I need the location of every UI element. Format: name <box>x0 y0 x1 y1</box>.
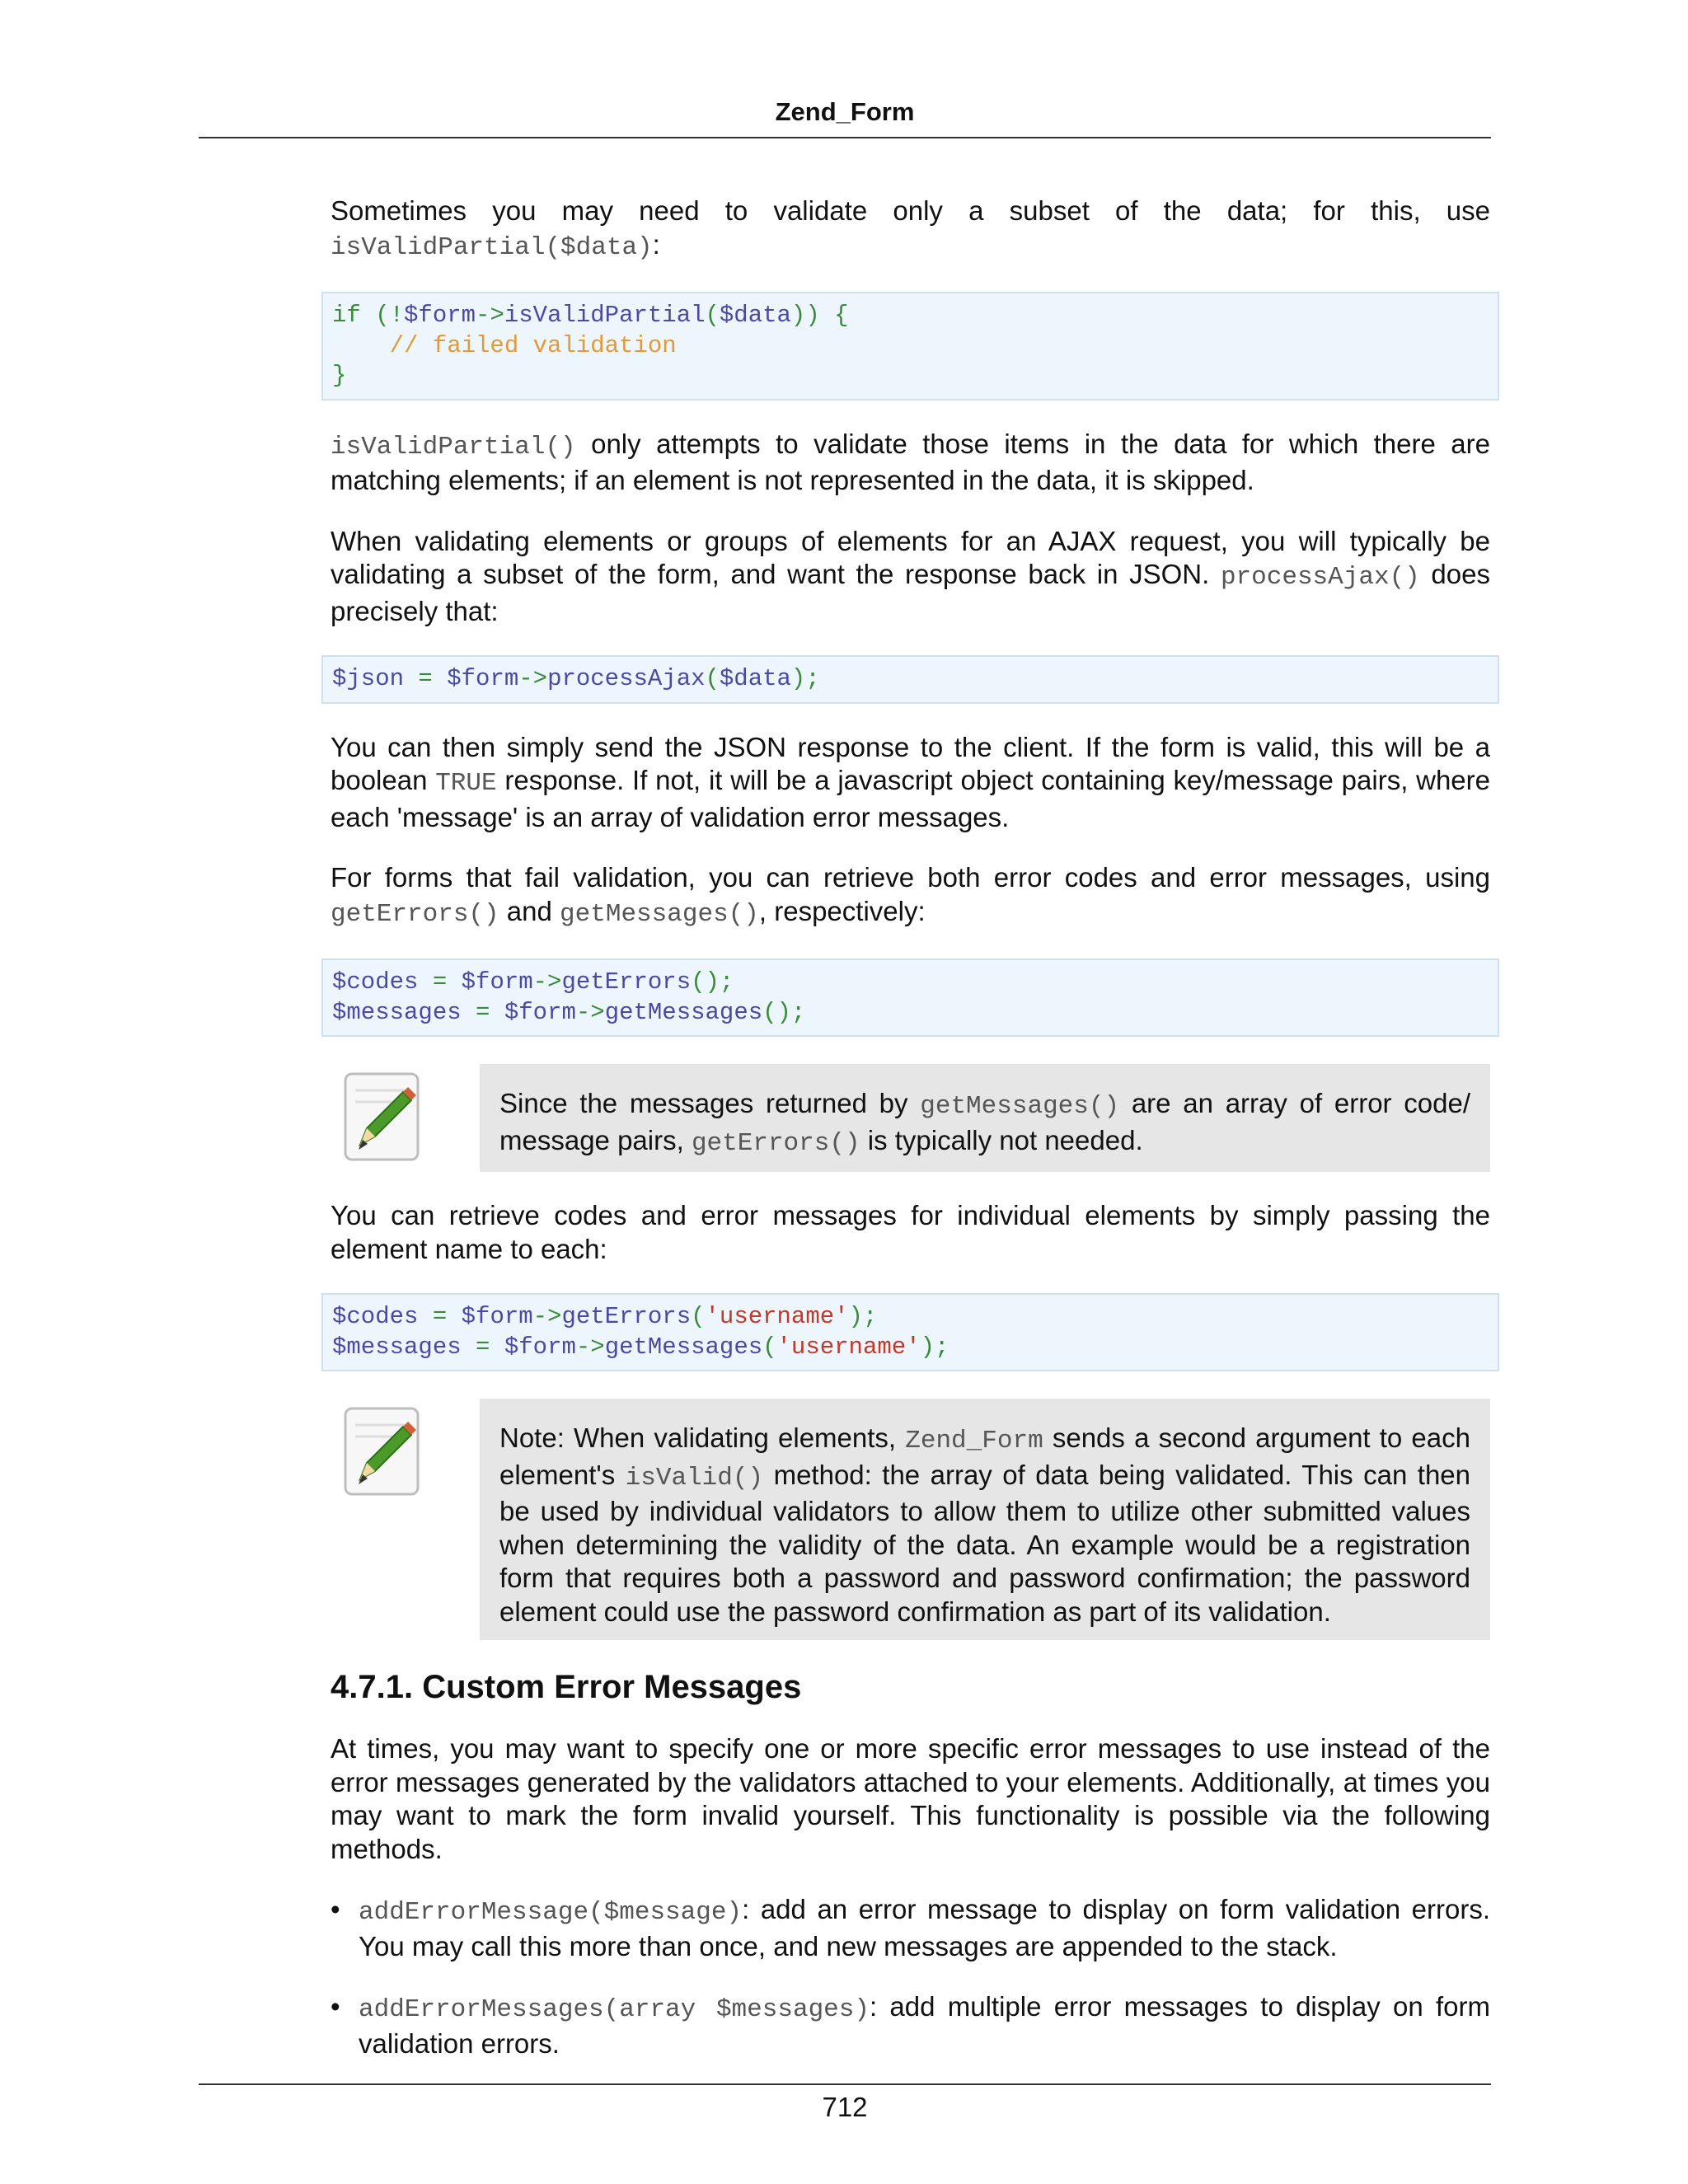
code-line <box>332 301 1489 331</box>
page-content <box>331 194 1490 2088</box>
paragraph-individual-elements <box>331 1199 1490 1266</box>
code-token: -> <box>518 665 548 692</box>
inline-code: isValidPartial() <box>331 432 576 462</box>
code-token: (); <box>691 968 734 996</box>
paragraph-text: Sometimes you may need to validate only a subset of the data; for this, use <box>331 195 1490 226</box>
code-token: -> <box>575 1333 605 1361</box>
code-block-isvalidpartial <box>321 292 1499 401</box>
code-token: -> <box>532 1303 562 1330</box>
code-comment: // failed validation <box>332 331 677 359</box>
paragraph-json-response <box>331 731 1490 835</box>
code-token: $data <box>719 665 791 692</box>
code-token: = <box>461 1333 504 1361</box>
paragraph-text: : <box>652 228 660 260</box>
code-token: $codes <box>332 1303 419 1330</box>
note-body <box>480 1399 1490 1640</box>
code-token: ( <box>705 302 720 329</box>
code-string: 'username' <box>776 1333 921 1361</box>
code-token: = <box>418 1303 462 1330</box>
paragraph-subset-validation <box>331 194 1490 265</box>
paragraph-text: , respectively: <box>758 895 926 926</box>
code-token: getErrors <box>561 968 692 996</box>
code-token: = <box>404 665 448 692</box>
code-line <box>332 664 1489 695</box>
paragraph-fail-validation <box>331 861 1490 931</box>
code-token: getErrors <box>561 1303 692 1330</box>
code-token: getMessages <box>604 998 763 1026</box>
note-text: are an array of error code/ message pairs, <box>499 1088 1470 1155</box>
code-token: processAjax <box>547 665 706 692</box>
code-token: isValidPartial <box>504 302 706 329</box>
paragraph-text: and <box>499 895 560 926</box>
inline-code: addErrorMessages(array $messages) <box>359 1995 870 2024</box>
paragraph-isvalidpartial <box>331 428 1490 498</box>
paragraph-text: You can then simply send the JSON response to the client. If the form is valid, this will be a boolean <box>331 731 1490 795</box>
inline-code: isValidPartial($data) <box>331 232 653 262</box>
code-block-username <box>321 1293 1499 1371</box>
note-body <box>480 1064 1490 1172</box>
note-text: Note: When validating elements, <box>499 1422 906 1453</box>
code-token: = <box>461 998 504 1026</box>
code-token: $data <box>719 302 791 329</box>
page-number: 712 <box>822 2092 868 2122</box>
list-item <box>331 1893 1490 1963</box>
code-token: $codes <box>332 968 419 996</box>
paragraph-text: You can retrieve codes and error messages for individual elements by simply passing the element name to each: <box>331 1200 1490 1264</box>
inline-code: TRUE <box>435 769 497 798</box>
code-token: $form <box>504 998 576 1026</box>
code-line: } <box>332 362 347 389</box>
section-heading: 4.7.1. Custom Error Messages <box>331 1669 802 1705</box>
list-item <box>331 1990 1490 2060</box>
code-string: 'username' <box>705 1303 849 1330</box>
code-token: ( <box>691 1303 706 1330</box>
code-line <box>332 1302 1489 1333</box>
paragraph-text: response. If not, it will be a javascript object containing key/message pairs, where each 'message' is an array of validation error messages. <box>331 765 1490 832</box>
inline-code: getMessages() <box>920 1092 1120 1121</box>
code-token: $form <box>504 1333 576 1361</box>
list-item-text: : add multiple error messages to display on form validation errors. <box>359 1991 1491 2059</box>
code-token: $form <box>404 302 476 329</box>
code-token: $messages <box>332 1333 462 1361</box>
code-token: ); <box>848 1303 878 1330</box>
code-token: ); <box>790 665 820 692</box>
inline-code: getErrors() <box>331 899 499 929</box>
paragraph-text: only attempts to validate those items in the data for which there are matching elements; if an element is not represented in the data, it is skipped. <box>331 428 1490 495</box>
bullet-icon: • <box>331 1991 340 2022</box>
code-token: ( <box>762 1333 777 1361</box>
inline-code: Zend_Form <box>905 1427 1043 1455</box>
note-zend-form-isvalid <box>331 1399 1490 1640</box>
method-list <box>331 1893 1490 2060</box>
code-token: $form <box>447 665 519 692</box>
paragraph-text: At times, you may want to specify one or more specific error messages to use instead of the error messages generated by the validators attached to your elements. Additionally, at times you may want to mark the form invalid yourself. This functionality is possible via the following methods. <box>331 1733 1490 1864</box>
note-text: method: the array of data being validated. This can then be used by individual validators to allow them to utilize other submitted values when determining the validity of the data. An example would be a registration form that requires both a password and password confirmation; the password element could use the password confirmation as part of its validation. <box>499 1459 1470 1627</box>
running-header: Zend_Form <box>775 97 915 126</box>
code-token: -> <box>575 998 605 1026</box>
note-pencil-icon <box>339 1069 426 1165</box>
footer-rule <box>199 2083 1491 2085</box>
bullet-icon: • <box>331 1894 340 1924</box>
code-token: getMessages <box>604 1333 763 1361</box>
code-token: $form <box>461 1303 533 1330</box>
code-block-errors-messages <box>321 958 1499 1037</box>
header-rule <box>199 137 1491 138</box>
note-getmessages <box>331 1064 1490 1172</box>
code-token: $json <box>332 665 405 692</box>
note-text: sends a second argument to each element's <box>499 1422 1470 1490</box>
note-pencil-icon <box>339 1404 426 1499</box>
note-text: Since the messages returned by <box>499 1088 921 1118</box>
inline-code: getErrors() <box>691 1128 860 1158</box>
paragraph-custom-errors <box>331 1732 1490 1866</box>
code-token: = <box>418 968 462 996</box>
code-token: -> <box>532 968 562 996</box>
inline-code: processAjax() <box>1220 563 1420 592</box>
code-token: ); <box>920 1333 950 1361</box>
code-line <box>332 968 1489 998</box>
list-item-text: : add an error message to display on form validation errors. You may call this more than once, and new messages are appended to the stack. <box>359 1894 1490 1961</box>
code-token: if <box>332 302 361 329</box>
code-token: -> <box>476 302 504 329</box>
paragraph-text: does precisely that: <box>331 559 1490 626</box>
code-token: $form <box>461 968 533 996</box>
code-token: (); <box>762 998 806 1026</box>
inline-code: isValid() <box>625 1463 764 1493</box>
paragraph-text: For forms that fail validation, you can retrieve both error codes and error messages, using <box>331 862 1490 893</box>
paragraph-ajax <box>331 525 1490 629</box>
note-text: is typically not needed. <box>860 1124 1143 1155</box>
code-token: (! <box>360 302 405 329</box>
code-line <box>332 1333 1489 1363</box>
code-token: ( <box>705 665 720 692</box>
inline-code: addErrorMessage($message) <box>359 1898 743 1927</box>
code-line <box>332 998 1489 1029</box>
code-token: $messages <box>332 998 462 1026</box>
code-token: )) { <box>790 302 849 329</box>
inline-code: getMessages() <box>560 899 759 929</box>
code-block-processajax <box>321 655 1499 704</box>
paragraph-text: When validating elements or groups of elements for an AJAX request, you will typically be validating a subset of the form, and want the response back in JSON. <box>331 525 1490 589</box>
